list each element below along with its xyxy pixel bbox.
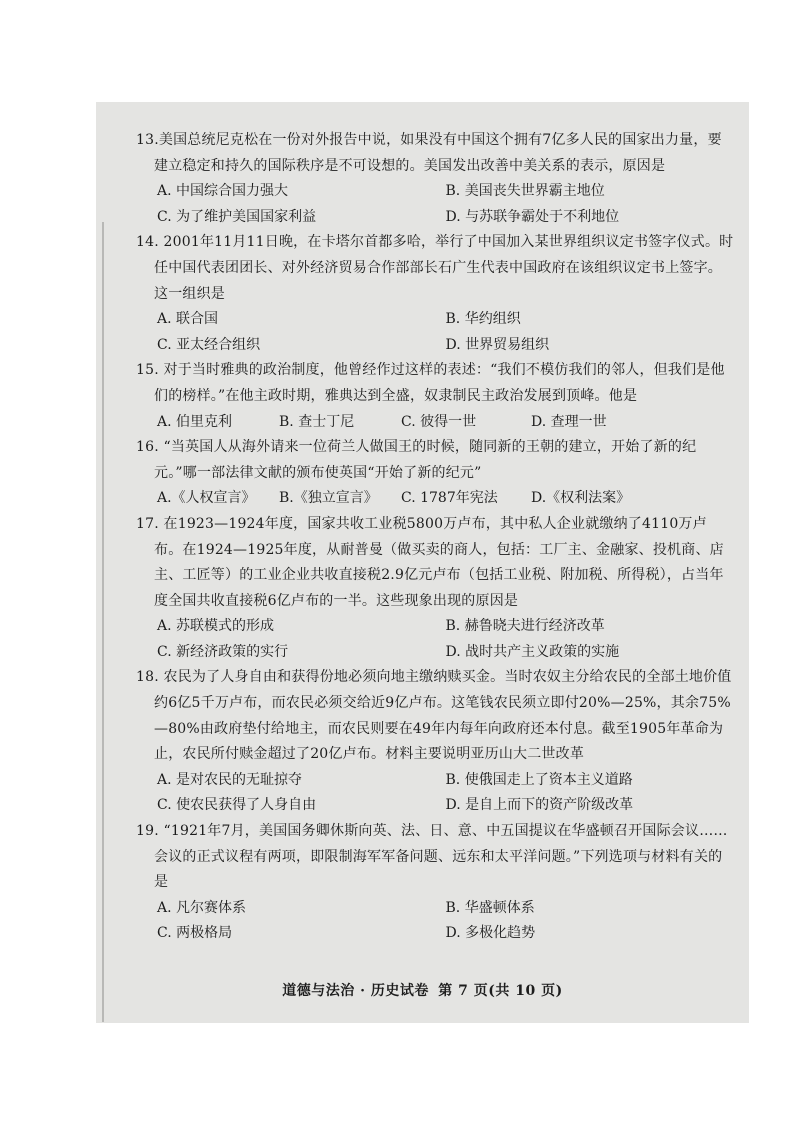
option-group	[136, 486, 734, 512]
option-a: A. 中国综合国力强大	[157, 183, 289, 200]
question-17	[136, 512, 734, 666]
option-c: C. 两极格局	[157, 925, 233, 942]
option-c: C. 使农民获得了人身自由	[157, 797, 317, 814]
option-d: D. 多极化趋势	[445, 925, 536, 942]
option-a: A. 凡尔赛体系	[157, 899, 247, 916]
question-16	[136, 435, 734, 512]
option-d: D. 是自上而下的资产阶级改革	[445, 797, 634, 814]
footer-page-number: 第 7 页(共 10 页)	[438, 983, 563, 999]
question-text: 17. 在1923—1924年度，国家共收工业税5800万卢布，其中私人企业就缴纳了4110万卢布。在1924—1925年度，从耐普曼（做买卖的商人，包括：工厂主、金融家、投机商、店主、工匠等）的工业企业共收直接税2.9亿元卢布（包括工业税、附加税、所得税），占当年度全国共收直接税6亿卢布的一半。这些现象出现的原因是	[136, 515, 724, 609]
option-group	[136, 768, 734, 819]
option-b: B. 赫鲁晓夫进行经济改革	[445, 618, 605, 635]
option-b: B. 美国丧失世界霸主地位	[445, 183, 605, 200]
option-d: D. 世界贸易组织	[445, 336, 550, 353]
option-group	[136, 179, 734, 230]
option-a: A. 苏联模式的形成	[157, 618, 275, 635]
option-b: B. 华盛顿体系	[445, 899, 535, 916]
option-b: B. 使俄国走上了资本主义道路	[445, 771, 633, 788]
question-text: 18. 农民为了人身自由和获得份地必须向地主缴纳赎买金。当时农奴主分给农民的全部土地价值约6亿5千万卢布，而农民必须交给近9亿卢布。这笔钱农民须立即付20%—25%，其余75%—80%由政府垫付给地主，而农民则要在49年内每年向政府还本付息。截至1905年革命为止，农民所付赎金超过了20亿卢布。材料主要说明亚历山大二世改革	[136, 669, 732, 763]
option-group	[136, 307, 734, 358]
option-group	[136, 896, 734, 947]
option-d: D.《权利法案》	[531, 490, 631, 507]
footer-subject: 道德与法治 · 历史试卷	[282, 983, 429, 999]
question-text: 13.美国总统尼克松在一份对外报告中说，如果没有中国这个拥有7亿多人民的国家出力量，要建立稳定和持久的国际秩序是不可设想的。美国发出改善中美关系的表示，原因是	[136, 132, 722, 174]
option-a: A.《人权宣言》	[157, 490, 256, 507]
page-footer	[96, 980, 749, 1000]
option-group	[136, 410, 734, 436]
option-c: C. 1787年宪法	[401, 490, 498, 507]
question-13	[136, 128, 734, 230]
question-text: 15. 对于当时雅典的政治制度，他曾经作过这样的表述：“我们不模仿我们的邻人，但我们是他们的榜样。”在他主政时期，雅典达到全盛，奴隶制民主政治发展到顶峰。他是	[136, 362, 725, 404]
question-text: 14. 2001年11月11日晚，在卡塔尔首都多哈，举行了中国加入某世界组织议定书签字仪式。时任中国代表团团长、对外经济贸易合作部部长石广生代表中国政府在该组织议定书上签字。这一组织是	[136, 234, 734, 302]
option-c: C. 亚太经合组织	[157, 336, 261, 353]
option-a: A. 伯里克利	[157, 413, 233, 430]
option-d: D. 查理一世	[531, 413, 607, 430]
option-c: C. 为了维护美国国家利益	[157, 208, 317, 225]
question-18	[136, 665, 734, 819]
option-a: A. 联合国	[157, 311, 219, 328]
question-14	[136, 230, 734, 358]
option-d: D. 战时共产主义政策的实施	[445, 643, 620, 660]
option-a: A. 是对农民的无耻掠夺	[157, 771, 303, 788]
question-15	[136, 358, 734, 435]
question-list	[136, 128, 734, 947]
option-b: B. 查士丁尼	[279, 413, 355, 430]
option-d: D. 与苏联争霸处于不利地位	[445, 208, 620, 225]
option-b: B. 华约组织	[445, 311, 521, 328]
option-b: B.《独立宣言》	[279, 490, 378, 507]
question-text: 19. “1921年7月，美国国务卿休斯向英、法、日、意、中五国提议在华盛顿召开国际会议……会议的正式议程有两项，即限制海军军备问题、远东和太平洋问题。”下列选项与材料有关的是	[136, 823, 728, 891]
question-text: 16. “当英国人从海外请来一位荷兰人做国王的时候，随同新的王朝的建立，开始了新的纪元。”哪一部法律文献的颁布使英国“开始了新的纪元”	[136, 439, 697, 481]
exam-page	[96, 102, 749, 1023]
option-c: C. 彼得一世	[401, 413, 477, 430]
option-group	[136, 614, 734, 665]
question-19	[136, 819, 734, 947]
option-c: C. 新经济政策的实行	[157, 643, 289, 660]
paper-fold-line	[102, 222, 104, 1022]
